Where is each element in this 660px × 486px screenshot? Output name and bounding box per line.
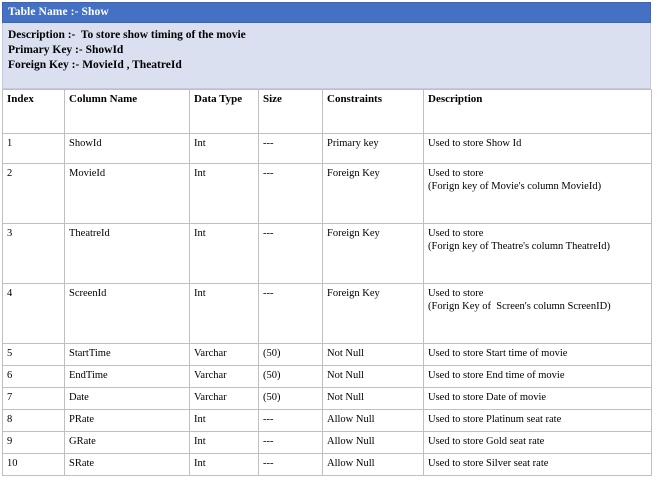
cell-description <box>424 224 652 284</box>
table-header-row <box>3 90 652 134</box>
description-line-2: (Forign Key of Screen's column ScreenID) <box>428 301 611 312</box>
cell-constraints: Allow Null <box>323 410 424 432</box>
cell-constraints: Allow Null <box>323 432 424 454</box>
cell-data-type: Varchar <box>190 366 259 388</box>
foreign-key-line: Foreign Key :- MovieId , TheatreId <box>8 59 182 71</box>
cell-column-name: ScreenId <box>65 284 190 344</box>
cell-column-name: GRate <box>65 432 190 454</box>
description-line-1: Used to store Platinum seat rate <box>428 414 562 425</box>
cell-description <box>424 134 652 164</box>
table-row <box>3 366 652 388</box>
cell-constraints: Not Null <box>323 366 424 388</box>
cell-size: --- <box>259 454 323 476</box>
header-index: Index <box>3 90 65 134</box>
cell-description <box>424 284 652 344</box>
table-row <box>3 344 652 366</box>
description-line-1: Used to store Gold seat rate <box>428 436 545 447</box>
cell-data-type: Int <box>190 284 259 344</box>
cell-size: --- <box>259 432 323 454</box>
cell-constraints: Not Null <box>323 388 424 410</box>
column-specification-table <box>2 89 652 476</box>
header-size: Size <box>259 90 323 134</box>
cell-data-type: Int <box>190 164 259 224</box>
cell-constraints: Primary key <box>323 134 424 164</box>
cell-data-type: Int <box>190 432 259 454</box>
cell-constraints: Not Null <box>323 344 424 366</box>
cell-index: 2 <box>3 164 65 224</box>
cell-description <box>424 432 652 454</box>
cell-data-type: Varchar <box>190 344 259 366</box>
cell-index: 10 <box>3 454 65 476</box>
cell-column-name: MovieId <box>65 164 190 224</box>
header-constraints: Constraints <box>323 90 424 134</box>
cell-index: 4 <box>3 284 65 344</box>
cell-constraints: Foreign Key <box>323 164 424 224</box>
cell-size: (50) <box>259 344 323 366</box>
description-line: Description :- To store show timing of the movie <box>8 29 246 41</box>
description-line-1: Used to store <box>428 168 484 179</box>
cell-constraints: Allow Null <box>323 454 424 476</box>
cell-description <box>424 454 652 476</box>
table-row <box>3 454 652 476</box>
table-row <box>3 134 652 164</box>
cell-data-type: Int <box>190 454 259 476</box>
cell-data-type: Int <box>190 410 259 432</box>
cell-column-name: ShowId <box>65 134 190 164</box>
table-row <box>3 224 652 284</box>
description-line-1: Used to store Start time of movie <box>428 348 568 359</box>
table-row <box>3 432 652 454</box>
cell-data-type: Int <box>190 224 259 284</box>
cell-column-name: StartTime <box>65 344 190 366</box>
table-specification-document <box>2 2 651 476</box>
cell-description <box>424 344 652 366</box>
table-row <box>3 388 652 410</box>
description-line-1: Used to store Date of movie <box>428 392 547 403</box>
cell-index: 3 <box>3 224 65 284</box>
header-description: Description <box>424 90 652 134</box>
description-line-1: Used to store Show Id <box>428 138 522 149</box>
cell-size: --- <box>259 134 323 164</box>
cell-index: 8 <box>3 410 65 432</box>
table-row <box>3 410 652 432</box>
cell-index: 5 <box>3 344 65 366</box>
cell-column-name: TheatreId <box>65 224 190 284</box>
cell-description <box>424 410 652 432</box>
cell-description <box>424 366 652 388</box>
cell-column-name: EndTime <box>65 366 190 388</box>
header-column-name: Column Name <box>65 90 190 134</box>
cell-index: 9 <box>3 432 65 454</box>
cell-size: --- <box>259 410 323 432</box>
description-line-2: (Forign key of Theatre's column TheatreId) <box>428 241 610 252</box>
cell-size: --- <box>259 164 323 224</box>
cell-column-name: Date <box>65 388 190 410</box>
table-name-title-band: Table Name :- Show <box>2 2 651 23</box>
description-line-2: (Forign key of Movie's column MovieId) <box>428 181 602 192</box>
table-row <box>3 164 652 224</box>
cell-size: (50) <box>259 388 323 410</box>
cell-constraints: Foreign Key <box>323 284 424 344</box>
table-row <box>3 284 652 344</box>
cell-data-type: Varchar <box>190 388 259 410</box>
cell-column-name: SRate <box>65 454 190 476</box>
description-line-1: Used to store <box>428 288 484 299</box>
cell-column-name: PRate <box>65 410 190 432</box>
cell-index: 6 <box>3 366 65 388</box>
cell-constraints: Foreign Key <box>323 224 424 284</box>
cell-size: (50) <box>259 366 323 388</box>
cell-index: 7 <box>3 388 65 410</box>
description-line-1: Used to store <box>428 228 484 239</box>
primary-key-line: Primary Key :- ShowId <box>8 44 124 56</box>
cell-description <box>424 388 652 410</box>
cell-description <box>424 164 652 224</box>
header-data-type: Data Type <box>190 90 259 134</box>
table-meta-panel <box>2 23 651 89</box>
cell-size: --- <box>259 284 323 344</box>
description-line-1: Used to store End time of movie <box>428 370 565 381</box>
cell-index: 1 <box>3 134 65 164</box>
cell-size: --- <box>259 224 323 284</box>
description-line-1: Used to store Silver seat rate <box>428 458 549 469</box>
cell-data-type: Int <box>190 134 259 164</box>
